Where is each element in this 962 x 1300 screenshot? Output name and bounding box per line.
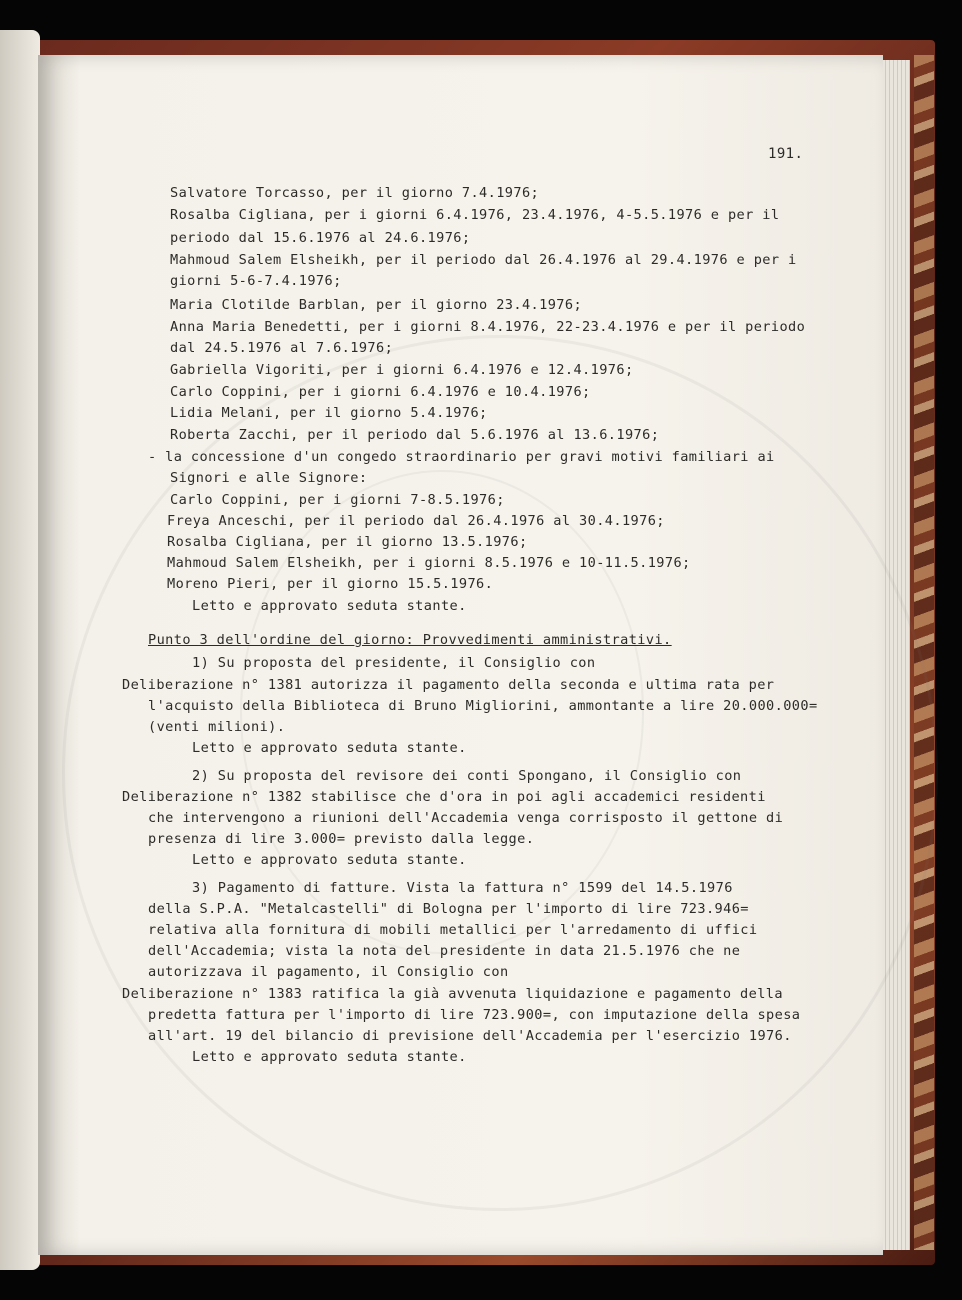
text-line: Mahmoud Salem Elsheikh, per il periodo dal 26.4.1976 al 29.4.1976 e per i [170,252,797,268]
text-line: 3) Pagamento di fatture. Vista la fattura n° 1599 del 14.5.1976 [192,880,733,896]
text-line: autorizzava il pagamento, il Consiglio con [148,964,509,980]
text-line: Deliberazione n° 1381 autorizza il pagamento della seconda e ultima rata per [122,677,775,693]
text-line: relativa alla fornitura di mobili metallici per l'arredamento di uffici [148,922,758,938]
text-line: Letto e approvato seduta stante. [192,740,467,756]
text-line: Mahmoud Salem Elsheikh, per i giorni 8.5.1976 e 10-11.5.1976; [167,555,691,571]
text-line: - la concessione d'un congedo straordinario per gravi motivi familiari ai [148,449,775,465]
text-line: che intervengono a riunioni dell'Accademia venga corrisposto il gettone di [148,810,784,826]
text-line: Moreno Pieri, per il giorno 15.5.1976. [167,576,494,592]
text-line: Maria Clotilde Barblan, per il giorno 23.4.1976; [170,297,583,313]
page-number: 191. [768,146,804,162]
text-line: Roberta Zacchi, per il periodo dal 5.6.1976 al 13.6.1976; [170,427,660,443]
text-line: dell'Accademia; vista la nota del presidente in data 21.5.1976 che ne [148,943,741,959]
text-line: periodo dal 15.6.1976 al 24.6.1976; [170,230,471,246]
text-line: l'acquisto della Biblioteca di Bruno Migliorini, ammontante a lire 20.000.000= [148,698,818,714]
text-line: Lidia Melani, per il giorno 5.4.1976; [170,405,488,421]
text-line: 1) Su proposta del presidente, il Consiglio con [192,655,596,671]
text-line: Rosalba Cigliana, per i giorni 6.4.1976, 23.4.1976, 4-5.5.1976 e per il [170,207,780,223]
text-line: Carlo Coppini, per i giorni 7-8.5.1976; [170,492,505,508]
section-heading: Punto 3 dell'ordine del giorno: Provvedimenti amministrativi. [148,632,672,648]
text-line: Letto e approvato seduta stante. [192,1049,467,1065]
text-line: 2) Su proposta del revisore dei conti Spongano, il Consiglio con [192,768,742,784]
text-line: dal 24.5.1976 al 7.6.1976; [170,340,394,356]
text-line: giorni 5-6-7.4.1976; [170,273,342,289]
text-line: Carlo Coppini, per i giorni 6.4.1976 e 10.4.1976; [170,384,591,400]
text-line: Letto e approvato seduta stante. [192,598,467,614]
text-line: (venti milioni). [148,719,286,735]
text-line: predetta fattura per l'importo di lire 723.900=, con imputazione della spesa [148,1007,801,1023]
text-line: Gabriella Vigoriti, per i giorni 6.4.1976 e 12.4.1976; [170,362,634,378]
text-line: Deliberazione n° 1382 stabilisce che d'ora in poi agli accademici residenti [122,789,766,805]
text-line: Signori e alle Signore: [170,470,368,486]
text-line: presenza di lire 3.000= previsto dalla legge. [148,831,535,847]
text-line: Letto e approvato seduta stante. [192,852,467,868]
text-line: Deliberazione n° 1383 ratifica la già avvenuta liquidazione e pagamento della [122,986,783,1002]
text-line: della S.P.A. "Metalcastelli" di Bologna per l'importo di lire 723.946= [148,901,749,917]
text-line: all'art. 19 del bilancio di previsione dell'Accademia per l'esercizio 1976. [148,1028,792,1044]
text-line: Freya Anceschi, per il periodo dal 26.4.1976 al 30.4.1976; [167,513,665,529]
text-line: Salvatore Torcasso, per il giorno 7.4.1976; [170,185,540,201]
text-line: Anna Maria Benedetti, per i giorni 8.4.1976, 22-23.4.1976 e per il periodo [170,319,806,335]
text-line: Rosalba Cigliana, per il giorno 13.5.1976; [167,534,528,550]
